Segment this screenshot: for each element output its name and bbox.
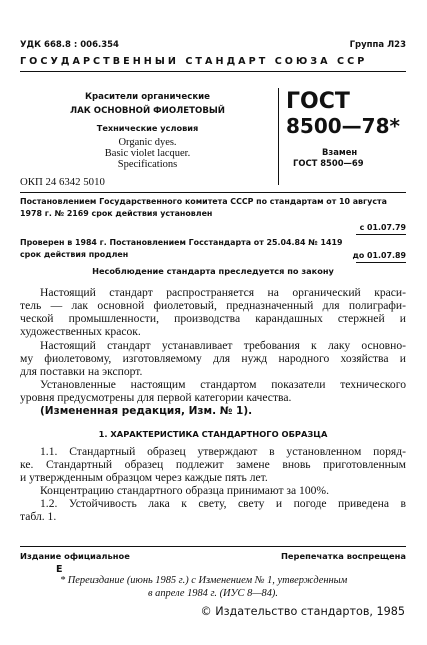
clause-1-1-line-3: и утвержденным образцом через каждые пять лет.	[20, 471, 268, 485]
title-subtitle: Технические условия	[96, 123, 199, 133]
law-warning: Несоблюдение стандарта преследуется по закону	[92, 266, 334, 276]
edit-note: (Измененная редакция, Изм. № 1).	[40, 405, 253, 417]
scope-line-2: му фиолетовому, изготовляемому для нужд народного хозяйства и	[20, 352, 406, 366]
udk-code: УДК 668.8 : 006.354	[20, 40, 119, 50]
intro-line-2: тель — лак основной фиолетовый, предназначенный для полиграфи-	[20, 299, 406, 313]
clause-1-1-line-1: 1.1. Стандартный образец утверждают в установленном поряд-	[40, 445, 406, 458]
title-vertical-rule	[278, 88, 279, 185]
date1-underline	[356, 234, 406, 235]
no-reprint: Перепечатка воспрещена	[280, 551, 406, 561]
gost-label: ГОСТ	[286, 89, 350, 114]
title-en-3: Specifications	[117, 159, 178, 170]
decree-line-4: срок действия продлен	[20, 250, 129, 259]
clause-1-2-line-1: 1.2. Устойчивость лака к свету, свету и погоде приведена в	[40, 497, 406, 510]
decree-line-3: Проверен в 1984 г. Постановлением Госстандарта от 25.04.84 № 1419	[20, 238, 343, 247]
decree-top-rule	[20, 192, 406, 193]
edition-letter: Е	[56, 564, 63, 575]
intro-line-3: ческой промышленности, производства карандашных стержней и	[20, 312, 406, 326]
date2-underline	[356, 262, 406, 263]
scope-line-3: для поставки на экспорт.	[20, 365, 143, 379]
quality-paragraph	[20, 378, 406, 404]
intro-line-1: Настоящий стандарт распространяется на органический краси-	[40, 286, 406, 299]
replaced-gost: ГОСТ 8500—69	[293, 158, 364, 168]
intro-line-4: художественных красок.	[20, 325, 141, 339]
title-line-1: Красители органические	[84, 92, 211, 102]
title-en-2: Basic violet lacquer.	[104, 148, 191, 159]
copyright: © Издательство стандартов, 1985	[200, 605, 405, 618]
footer-rule	[20, 546, 406, 547]
replaced-label: Взамен	[322, 147, 358, 157]
decree-line-1: Постановлением Государственного комитета СССР по стандартам от 10 августа	[20, 197, 387, 206]
title-en-1: Organic dyes.	[118, 137, 177, 148]
clause-1-1-line-2: ке. Стандартный образец подлежит замене вновь приготовленным	[20, 458, 406, 472]
reissue-note-2: в апреле 1984 г. (ИУС 8—84).	[148, 588, 278, 599]
decree-line-2: 1978 г. № 2169 срок действия установлен	[20, 209, 213, 218]
state-standard-banner: ГОСУДАРСТВЕННЫЙ СТАНДАРТ СОЮЗА ССР	[20, 56, 368, 67]
clause-1-2	[20, 497, 406, 523]
section-1-heading: 1. ХАРАКТЕРИСТИКА СТАНДАРТНОГО ОБРАЗЦА	[98, 429, 328, 439]
clause-1-1-line-4: Концентрацию стандартного образца принимают за 100%.	[40, 484, 329, 498]
quality-line-1: Установленные настоящим стандартом показатели технического	[40, 378, 406, 391]
header-rule	[20, 71, 406, 72]
intro-paragraph	[20, 286, 406, 338]
scope-line-1: Настоящий стандарт устанавливает требования к лаку основно-	[40, 339, 406, 352]
decree-effective-date: с 01.07.79	[359, 223, 406, 232]
okp-code: ОКП 24 6342 5010	[20, 176, 105, 188]
clause-1-2-line-2: табл. 1.	[20, 510, 57, 524]
clause-1-1	[20, 445, 406, 497]
decree-extended-date: до 01.07.89	[352, 251, 406, 260]
group-code: Группа Л23	[349, 40, 406, 50]
official-edition: Издание официальное	[20, 551, 130, 561]
gost-number: 8500—78*	[286, 114, 400, 138]
reissue-note-1: * Переиздание (июнь 1985 г.) с Изменением № 1, утвержденным	[60, 575, 348, 586]
scope-paragraph	[20, 339, 406, 378]
quality-line-2: уровня предусмотрены для первой категории качества.	[20, 391, 292, 405]
title-product-name: ЛАК ОСНОВНОЙ ФИОЛЕТОВЫЙ	[70, 106, 225, 116]
